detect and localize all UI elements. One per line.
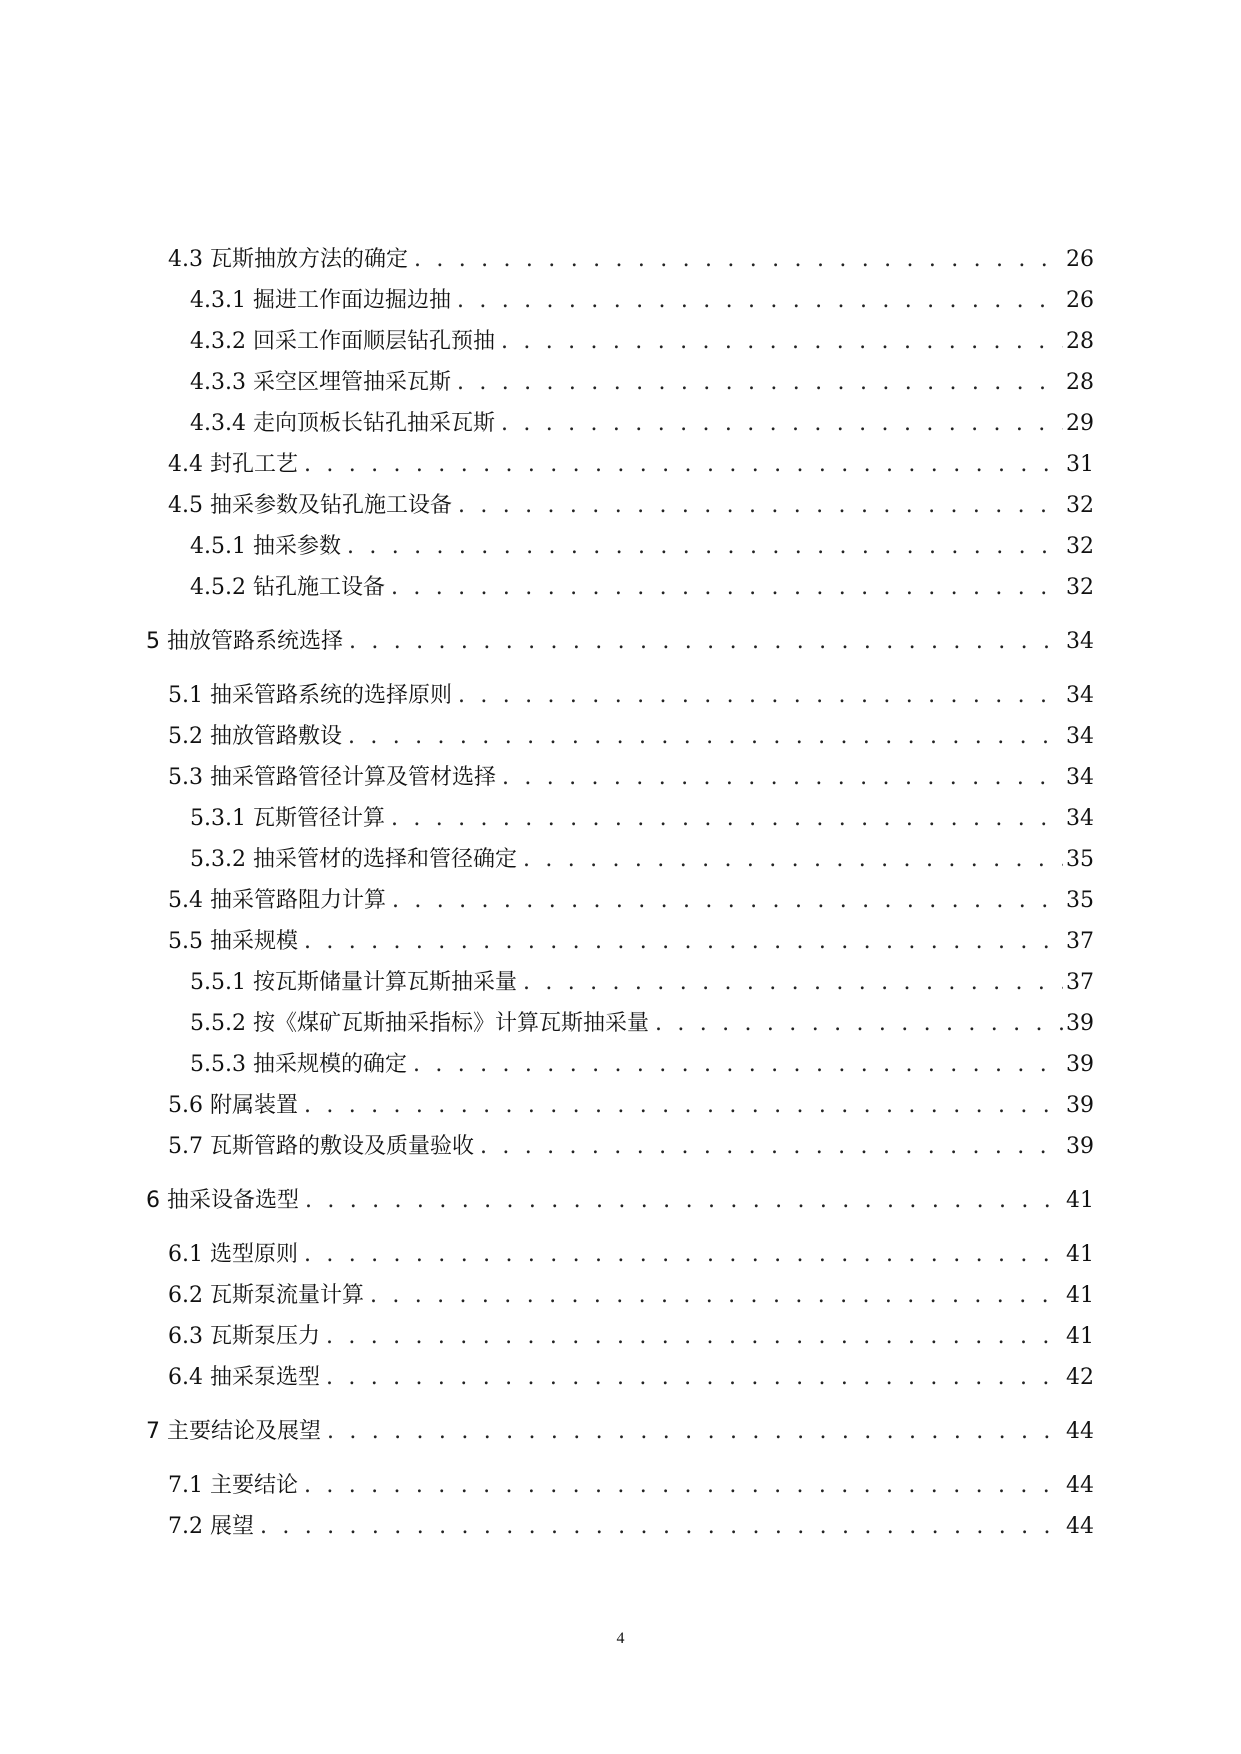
- toc-dot-leader: [304, 1091, 1063, 1121]
- toc-entry-title: 7.1 主要结论: [168, 1473, 298, 1498]
- toc-entry-level-1[interactable]: [146, 1417, 1094, 1447]
- toc-dot-leader: [304, 927, 1063, 957]
- toc-entry-title: 5.5.3 抽采规模的确定: [190, 1052, 407, 1077]
- toc-entry-title: 5.3.1 瓦斯管径计算: [190, 806, 385, 831]
- toc-entry-page-number: 34: [1066, 629, 1094, 654]
- toc-entry-title: 6.4 抽采泵选型: [168, 1365, 320, 1390]
- toc-entry-level-3[interactable]: [190, 532, 1094, 562]
- toc-entry-title: 4.3.1 掘进工作面边掘边抽: [190, 288, 451, 313]
- toc-dot-leader: [370, 1281, 1063, 1311]
- toc-dot-leader: [347, 532, 1063, 562]
- toc-entry-title: 5.5.2 按《煤矿瓦斯抽采指标》计算瓦斯抽采量: [190, 1011, 649, 1036]
- toc-entry-title: 6.3 瓦斯泵压力: [168, 1324, 320, 1349]
- toc-entry-title: 5.2 抽放管路敷设: [168, 724, 342, 749]
- toc-entry-level-2[interactable]: [168, 886, 1094, 916]
- toc-entry-level-2[interactable]: [168, 245, 1094, 275]
- toc-entry-level-2[interactable]: [168, 763, 1094, 793]
- toc-entry-level-2[interactable]: [168, 722, 1094, 752]
- toc-dot-leader: [392, 886, 1063, 916]
- toc-entry-level-1[interactable]: [146, 627, 1094, 657]
- toc-dot-leader: [304, 1471, 1063, 1501]
- toc-entry-level-3[interactable]: [190, 286, 1094, 316]
- toc-entry-page-number: 34: [1066, 765, 1094, 790]
- toc-entry-level-3[interactable]: [190, 409, 1094, 439]
- toc-entry-page-number: 41: [1066, 1242, 1094, 1267]
- toc-dot-leader: [349, 627, 1063, 657]
- toc-entry-page-number: 29: [1066, 411, 1094, 436]
- toc-entry-title: 4.5 抽采参数及钻孔施工设备: [168, 493, 452, 518]
- toc-entry-page-number: 44: [1066, 1473, 1094, 1498]
- toc-dot-leader: [458, 681, 1063, 711]
- toc-dot-leader: [501, 327, 1063, 357]
- toc-dot-leader: [457, 286, 1063, 316]
- toc-dot-leader: [260, 1512, 1063, 1542]
- toc-entry-page-number: 34: [1066, 683, 1094, 708]
- toc-entry-page-number: 35: [1066, 847, 1094, 872]
- toc-dot-leader: [502, 763, 1063, 793]
- toc-entry-title: 5.3.2 抽采管材的选择和管径确定: [190, 847, 517, 872]
- toc-entry-page-number: 26: [1066, 247, 1094, 272]
- toc-dot-leader: [523, 968, 1063, 998]
- toc-entry-page-number: 34: [1066, 724, 1094, 749]
- toc-dot-leader: [304, 1240, 1063, 1270]
- toc-dot-leader: [480, 1132, 1063, 1162]
- toc-entry-level-3[interactable]: [190, 1009, 1094, 1039]
- toc-entry-title: 5.5.1 按瓦斯储量计算瓦斯抽采量: [190, 970, 517, 995]
- toc-entry-level-2[interactable]: [168, 1471, 1094, 1501]
- toc-entry-title: 5 抽放管路系统选择: [146, 629, 343, 654]
- toc-entry-level-2[interactable]: [168, 1132, 1094, 1162]
- toc-entry-page-number: 39: [1066, 1093, 1094, 1118]
- toc-entry-page-number: 32: [1066, 534, 1094, 559]
- toc-entry-page-number: 32: [1066, 575, 1094, 600]
- toc-entry-title: 5.5 抽采规模: [168, 929, 298, 954]
- toc-entry-level-2[interactable]: [168, 1240, 1094, 1270]
- toc-entry-page-number: 26: [1066, 288, 1094, 313]
- toc-entry-title: 7.2 展望: [168, 1514, 254, 1539]
- toc-entry-title: 4.5.2 钻孔施工设备: [190, 575, 385, 600]
- toc-dot-leader: [501, 409, 1063, 439]
- toc-entry-title: 6 抽采设备选型: [146, 1188, 299, 1213]
- toc-entry-title: 4.4 封孔工艺: [168, 452, 298, 477]
- toc-entry-page-number: 39: [1066, 1134, 1094, 1159]
- toc-entry-page-number: 44: [1066, 1514, 1094, 1539]
- toc-entry-level-3[interactable]: [190, 573, 1094, 603]
- toc-dot-leader: [458, 491, 1063, 521]
- toc-entry-level-3[interactable]: [190, 804, 1094, 834]
- toc-entry-page-number: 37: [1066, 970, 1094, 995]
- toc-entry-level-2[interactable]: [168, 681, 1094, 711]
- toc-dot-leader: [523, 845, 1063, 875]
- toc-dot-leader: [348, 722, 1063, 752]
- toc-entry-level-2[interactable]: [168, 1512, 1094, 1542]
- page-number: 4: [616, 1630, 625, 1647]
- toc-entry-page-number: 35: [1066, 888, 1094, 913]
- toc-entry-level-2[interactable]: [168, 1281, 1094, 1311]
- toc-entry-page-number: 39: [1066, 1052, 1094, 1077]
- toc-entry-title: 7 主要结论及展望: [146, 1419, 321, 1444]
- toc-entry-page-number: 41: [1066, 1188, 1094, 1213]
- toc-entry-title: 4.5.1 抽采参数: [190, 534, 341, 559]
- toc-entry-title: 4.3.2 回采工作面顺层钻孔预抽: [190, 329, 495, 354]
- toc-entry-page-number: 39: [1066, 1011, 1094, 1036]
- toc-entry-page-number: 31: [1066, 452, 1094, 477]
- toc-entry-title: 4.3 瓦斯抽放方法的确定: [168, 247, 408, 272]
- toc-dot-leader: [326, 1322, 1063, 1352]
- toc-entry-level-1[interactable]: [146, 1186, 1094, 1216]
- toc-dot-leader: [391, 573, 1063, 603]
- toc-dot-leader: [414, 245, 1063, 275]
- toc-entry-level-2[interactable]: [168, 1322, 1094, 1352]
- toc-dot-leader: [655, 1009, 1063, 1039]
- toc-entry-level-2[interactable]: [168, 1363, 1094, 1393]
- toc-entry-title: 6.2 瓦斯泵流量计算: [168, 1283, 364, 1308]
- toc-entry-level-2[interactable]: [168, 927, 1094, 957]
- toc-entry-title: 6.1 选型原则: [168, 1242, 298, 1267]
- toc-entry-level-2[interactable]: [168, 450, 1094, 480]
- toc-entry-level-3[interactable]: [190, 327, 1094, 357]
- toc-dot-leader: [391, 804, 1063, 834]
- toc-entry-title: 5.3 抽采管路管径计算及管材选择: [168, 765, 496, 790]
- toc-entry-title: 5.6 附属装置: [168, 1093, 298, 1118]
- toc-entry-page-number: 32: [1066, 493, 1094, 518]
- toc-entry-level-3[interactable]: [190, 845, 1094, 875]
- toc-dot-leader: [326, 1363, 1063, 1393]
- toc-entry-title: 4.3.3 采空区埋管抽采瓦斯: [190, 370, 451, 395]
- toc-entry-title: 5.7 瓦斯管路的敷设及质量验收: [168, 1134, 474, 1159]
- toc-entry-level-3[interactable]: [190, 968, 1094, 998]
- toc-entry-page-number: 28: [1066, 329, 1094, 354]
- toc-entry-level-2[interactable]: [168, 1091, 1094, 1121]
- toc-entry-page-number: 41: [1066, 1283, 1094, 1308]
- toc-entry-page-number: 44: [1066, 1419, 1094, 1444]
- toc-dot-leader: [457, 368, 1063, 398]
- toc-entry-page-number: 41: [1066, 1324, 1094, 1349]
- toc-entry-title: 5.1 抽采管路系统的选择原则: [168, 683, 452, 708]
- toc-dot-leader: [305, 1186, 1063, 1216]
- toc-dot-leader: [304, 450, 1063, 480]
- toc-entry-page-number: 28: [1066, 370, 1094, 395]
- toc-entry-level-3[interactable]: [190, 1050, 1094, 1080]
- toc-dot-leader: [413, 1050, 1063, 1080]
- toc-dot-leader: [327, 1417, 1063, 1447]
- toc-entry-level-3[interactable]: [190, 368, 1094, 398]
- toc-entry-page-number: 42: [1066, 1365, 1094, 1390]
- toc-entry-page-number: 37: [1066, 929, 1094, 954]
- toc-entry-level-2[interactable]: [168, 491, 1094, 521]
- toc-entry-title: 5.4 抽采管路阻力计算: [168, 888, 386, 913]
- toc-entry-page-number: 34: [1066, 806, 1094, 831]
- toc-entry-title: 4.3.4 走向顶板长钻孔抽采瓦斯: [190, 411, 495, 436]
